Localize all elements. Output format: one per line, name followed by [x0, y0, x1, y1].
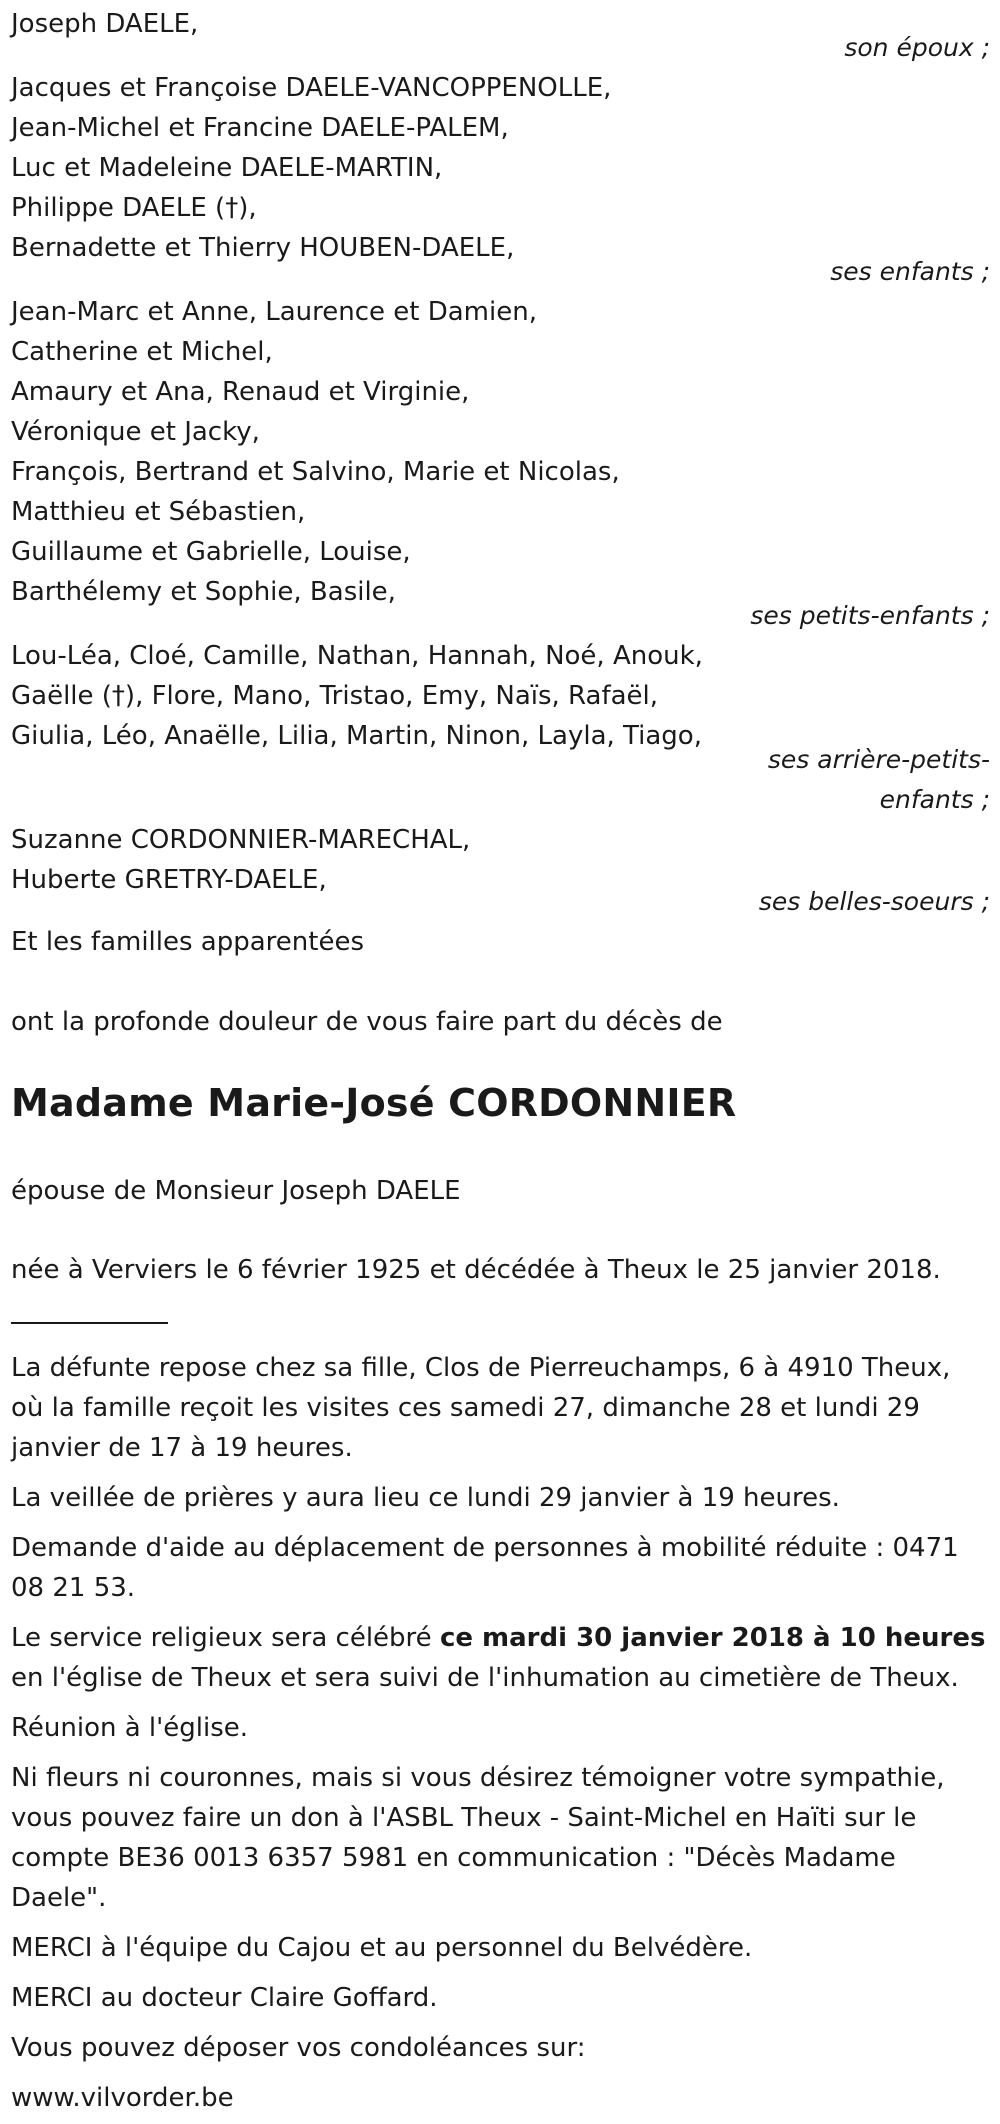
- family-group-grandchildren: [11, 292, 986, 612]
- spouse-line: épouse de Monsieur Joseph DAELE: [11, 1176, 461, 1206]
- family-line: Véronique et Jacky,: [11, 417, 260, 447]
- family-line: Gaëlle (†), Flore, Mano, Tristao, Emy, Naïs, Rafaël,: [11, 681, 659, 711]
- family-line: Guillaume et Gabrielle, Louise,: [11, 537, 411, 567]
- family-line: François, Bertrand et Salvino, Marie et Nicolas,: [11, 457, 620, 487]
- relation-label-children: ses enfants ;: [830, 257, 990, 286]
- family-group-children: [11, 68, 986, 268]
- mobility-paragraph: Demande d'aide au déplacement de personnes à mobilité réduite : 0471 08 21 53.: [11, 1533, 959, 1603]
- family-line: Giulia, Léo, Anaëlle, Lilia, Martin, Ninon, Layla, Tiago,: [11, 721, 702, 751]
- visit-paragraph: La défunte repose chez sa fille, Clos de Pierreuchamps, 6 à 4910 Theux, où la famille reçoit les visites ces samedi 27, dimanche 28 et lundi 29 janvier de 17 à 19 heures.: [11, 1353, 951, 1463]
- family-line: Barthélemy et Sophie, Basile,: [11, 577, 396, 607]
- website-link[interactable]: www.vilvorder.be: [11, 2083, 234, 2113]
- thanks-paragraph-2: MERCI au docteur Claire Goffard.: [11, 1983, 438, 2013]
- relation-label-sisters-in-law: ses belles-soeurs ;: [758, 887, 990, 916]
- service-paragraph: [11, 1618, 991, 1698]
- birth-death-line: née à Verviers le 6 février 1925 et décédée à Theux le 25 janvier 2018.: [11, 1255, 941, 1285]
- condolences-paragraph: Vous pouvez déposer vos condoléances sur:: [11, 2033, 586, 2063]
- reunion-paragraph: Réunion à l'église.: [11, 1713, 249, 1743]
- family-line: Lou-Léa, Cloé, Camille, Nathan, Hannah, Noé, Anouk,: [11, 641, 703, 671]
- families-line: Et les familles apparentées: [11, 927, 365, 957]
- family-line: Luc et Madeleine DAELE-MARTIN,: [11, 153, 443, 183]
- thanks-paragraph-1: MERCI à l'équipe du Cajou et au personnel du Belvédère.: [11, 1933, 753, 1963]
- family-line: Bernadette et Thierry HOUBEN-DAELE,: [11, 233, 515, 263]
- family-line: Jean-Marc et Anne, Laurence et Damien,: [11, 297, 537, 327]
- family-line: Amaury et Ana, Renaud et Virginie,: [11, 377, 470, 407]
- relation-label-spouse: son époux ;: [844, 33, 990, 62]
- family-line: Catherine et Michel,: [11, 337, 273, 367]
- separator-rule: [11, 1322, 168, 1324]
- family-line: Joseph DAELE,: [11, 9, 199, 39]
- family-line: Philippe DAELE (†),: [11, 193, 257, 223]
- service-text-after: en l'église de Theux et sera suivi de l'inhumation au cimetière de Theux.: [11, 1663, 959, 1693]
- vigil-paragraph: La veillée de prières y aura lieu ce lundi 29 janvier à 19 heures.: [11, 1483, 840, 1513]
- announcement-line: ont la profonde douleur de vous faire part du décès de: [11, 1007, 723, 1037]
- family-line: Matthieu et Sébastien,: [11, 497, 306, 527]
- relation-label-grandchildren: ses petits-enfants ;: [750, 601, 990, 630]
- flowers-paragraph: Ni fleurs ni couronnes, mais si vous désirez témoigner votre sympathie, vous pouvez faire un don à l'ASBL Theux - Saint-Michel en Haïti sur le compte BE36 0013 6357 5981 en communication : "Décès Madame Daele".: [11, 1763, 945, 1913]
- relation-label-great-grandchildren: ses arrière-petits- enfants ;: [767, 745, 990, 814]
- deceased-name: Madame Marie-José CORDONNIER: [11, 1081, 737, 1125]
- family-line: Huberte GRETRY-DAELE,: [11, 865, 327, 895]
- family-line: Jacques et Françoise DAELE-VANCOPPENOLLE,: [11, 73, 612, 103]
- service-text-before: Le service religieux sera célébré: [11, 1623, 440, 1653]
- service-date-bold: ce mardi 30 janvier 2018 à 10 heures: [439, 1623, 986, 1653]
- family-line: Suzanne CORDONNIER-MARECHAL,: [11, 825, 471, 855]
- family-group-great-grandchildren: [11, 636, 986, 756]
- family-line: Jean-Michel et Francine DAELE-PALEM,: [11, 113, 509, 143]
